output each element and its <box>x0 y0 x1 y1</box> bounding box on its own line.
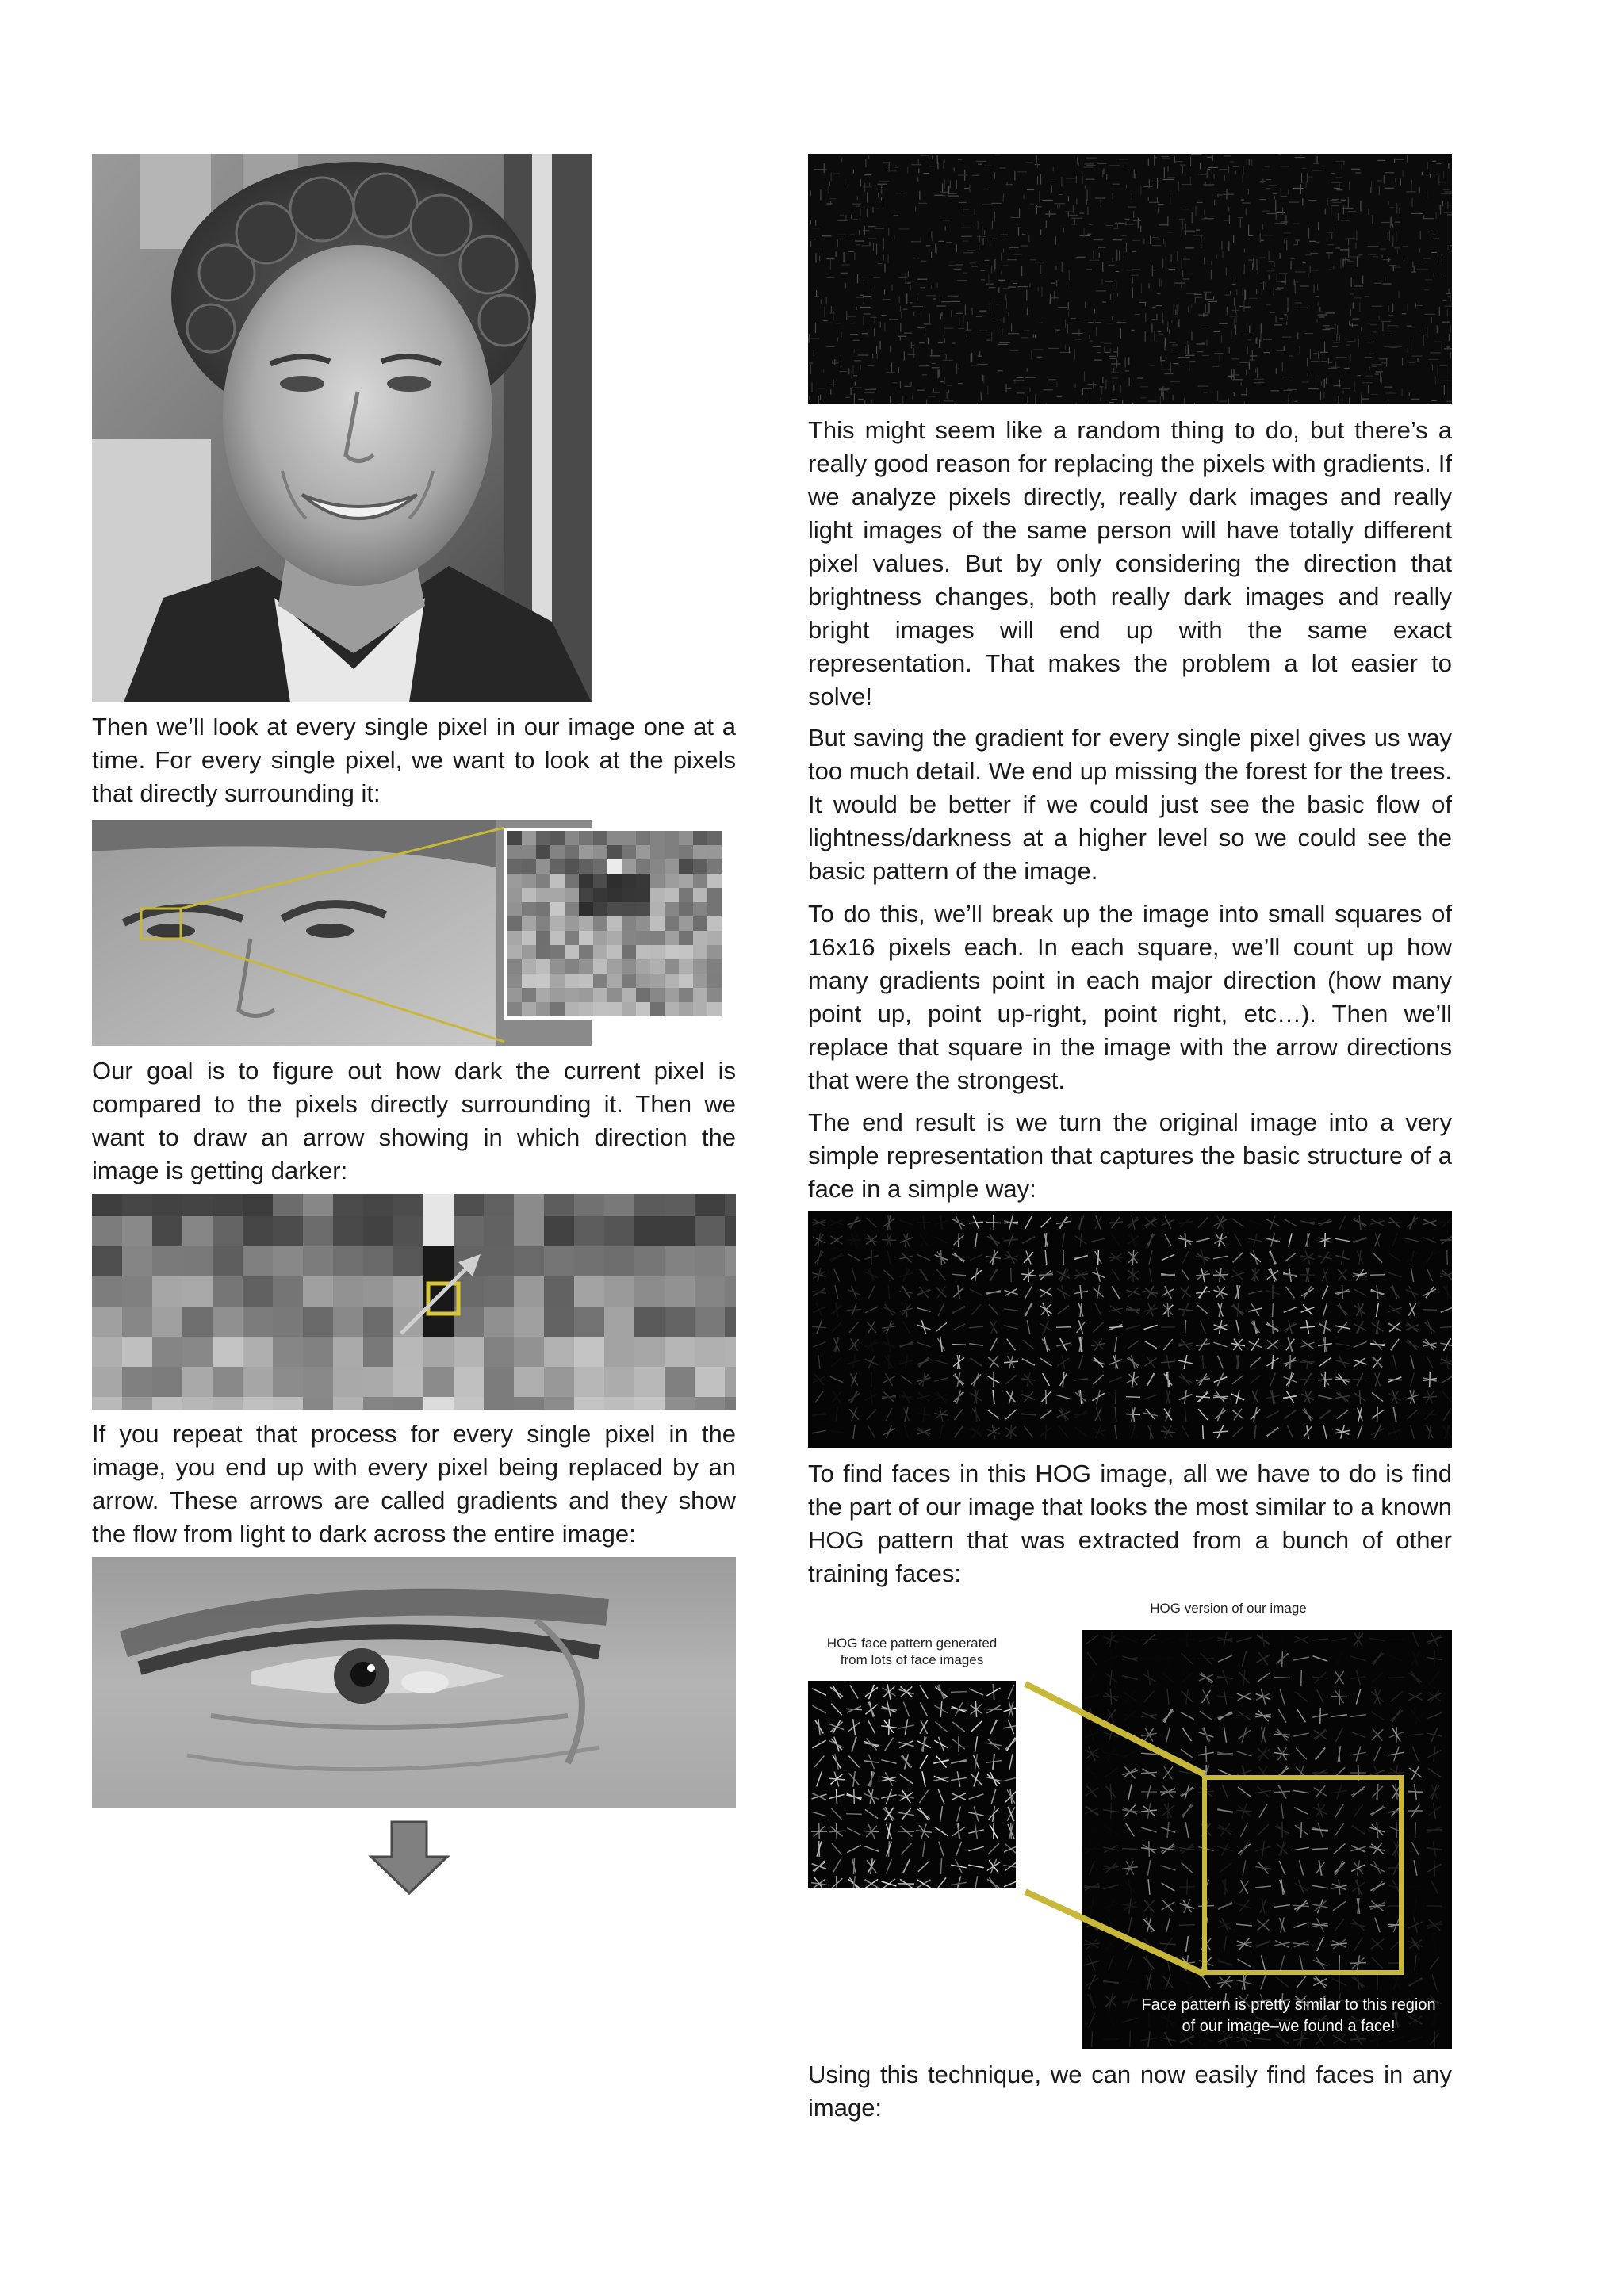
portrait-photo <box>92 154 592 702</box>
paragraph-1: Then we’ll look at every single pixel in our image one at a time. For every single pixel, we want to look at the pixels that directly surrounding it: <box>92 713 736 807</box>
face-pattern-label: HOG face pattern generated from lots of face images <box>826 1636 998 1667</box>
paragraph-4: This might seem like a random thing to do, but there’s a really good reason for replacing the pixels with gradients. If we analyze pixels directly, really dark images and really light images of the same person will have totally different pixel values. But by only considering the direction that brightness changes, both really dark images and really bright images will end up with the same exact representation. That makes the problem a lot easier to solve! <box>808 416 1452 710</box>
hog-face-pattern <box>808 1681 1016 1888</box>
hog-version-label: HOG version of our image <box>1150 1601 1307 1616</box>
paragraph-3: If you repeat that process for every single pixel in the image, you end up with every pixel being replaced by an arrow. These arrows are called gradients and they show the flow from light to dark across the entire image: <box>92 1420 736 1548</box>
pixel-gradient-figure <box>92 1194 736 1410</box>
eye-zoom-figure <box>92 820 736 1046</box>
paragraph-6: To do this, we’ll break up the image into small squares of 16x16 pixels each. In each square, we’ll count up how many gradients point in each major direction (how many point up, point up-right, point right, etc…). Then we’ll replace that square in the image with the arrow directions that were the strongest. <box>808 900 1452 1094</box>
paragraph-2: Our goal is to figure out how dark the current pixel is compared to the pixels directly surrounding it. Then we want to draw an arrow showing in which direction the image is getting darker: <box>92 1057 736 1184</box>
paragraph-7: The end result is we turn the original image into a very simple representation that captures the basic structure of a face in a simple way: <box>808 1108 1452 1203</box>
eye-closeup-photo <box>92 1557 736 1808</box>
gradient-texture-image <box>808 154 1452 404</box>
down-arrow-figure <box>368 1820 450 1896</box>
match-caption: Face pattern is pretty similar to this region of our image–we found a face! <box>1141 1996 1436 2035</box>
hog-match-figure <box>808 1594 1452 2049</box>
paragraph-8: To find faces in this HOG image, all we have to do is find the part of our image that looks the most similar to a known HOG pattern that was extracted from a bunch of other training faces: <box>808 1460 1452 1587</box>
hog-image <box>808 1211 1452 1448</box>
paragraph-9: Using this technique, we can now easily find faces in any image: <box>808 2061 1452 2122</box>
paragraph-5: But saving the gradient for every single pixel gives us way too much detail. We end up missing the forest for the trees. It would be better if we could just see the basic flow of lightness/darkness at a higher level so we could see the basic pattern of the image. <box>808 724 1452 885</box>
hog-version-image <box>1082 1630 1452 2049</box>
down-arrow-icon <box>371 1822 447 1893</box>
